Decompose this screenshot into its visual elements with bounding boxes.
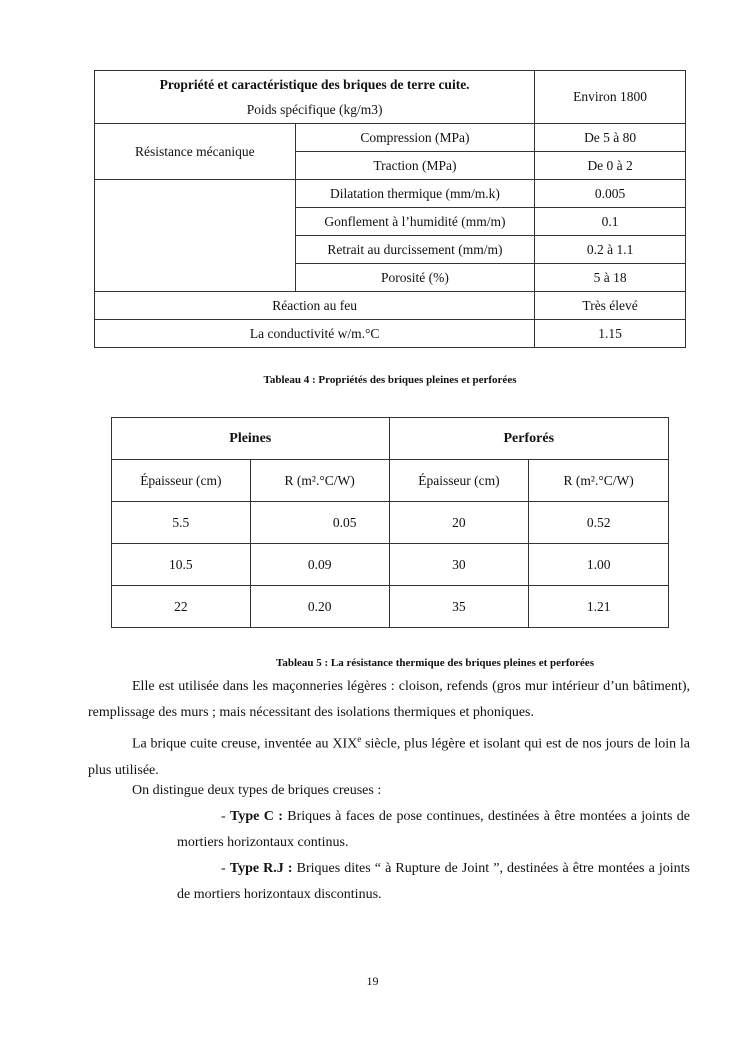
paragraph-types-intro: On distingue deux types de briques creuses :	[132, 783, 382, 798]
traction-value: De 0 à 2	[535, 152, 686, 180]
table-row	[95, 292, 686, 320]
table4-caption: Tableau 4 : Propriétés des briques pleines et perforées	[263, 374, 517, 386]
header-cell	[95, 71, 535, 124]
specific-weight-value: Environ 1800	[535, 71, 686, 124]
list-item	[177, 856, 690, 908]
type-rj-label: Type R.J :	[229, 861, 293, 876]
table-cell: 0.52	[529, 502, 669, 544]
dilatation-value: 0.005	[535, 180, 686, 208]
superscript: e	[357, 734, 362, 744]
type-c-text: Briques à faces de pose continues, destinées à être montées a joints de mortiers horizontaux continus.	[177, 809, 690, 850]
porosite-label: Porosité (%)	[295, 264, 535, 292]
specific-weight-label: Poids spécifique (kg/m3)	[246, 101, 383, 117]
resistance-label: Résistance mécanique	[95, 124, 296, 180]
table5-caption: Tableau 5 : La résistance thermique des briques pleines et perforées	[276, 657, 594, 669]
compression-label: Compression (MPa)	[295, 124, 535, 152]
properties-table	[94, 70, 686, 348]
table-row	[112, 544, 669, 586]
col-r-perfores: R (m².°C/W)	[529, 460, 669, 502]
table-row	[95, 71, 686, 124]
bullet-dash: -	[221, 809, 231, 824]
table-cell: 35	[389, 586, 529, 628]
conductivite-value: 1.15	[535, 320, 686, 348]
thermal-resistance-table	[111, 417, 669, 628]
group-perfores: Perforés	[389, 418, 668, 460]
paragraph-text: siècle, plus légère et isolant qui est de nos jours de loin la plus utilisée.	[88, 736, 690, 778]
group-pleines: Pleines	[112, 418, 390, 460]
table-row	[95, 320, 686, 348]
table-cell: 0.20	[250, 586, 389, 628]
dilatation-label: Dilatation thermique (mm/m.k)	[295, 180, 535, 208]
bullet-dash: -	[221, 861, 230, 876]
col-epaisseur-pleines: Épaisseur (cm)	[112, 460, 251, 502]
porosite-value: 5 à 18	[535, 264, 686, 292]
conductivite-label: La conductivité w/m.°C	[95, 320, 535, 348]
list-item	[177, 804, 690, 856]
page-number: 19	[366, 974, 379, 988]
table-cell: 30	[389, 544, 529, 586]
feu-label: Réaction au feu	[95, 292, 535, 320]
table-cell: 5.5	[112, 502, 251, 544]
table-cell: 20	[389, 502, 529, 544]
table-row	[95, 124, 686, 152]
col-r-pleines: R (m².°C/W)	[250, 460, 389, 502]
paragraph-text: La brique cuite creuse, inventée au XIX	[132, 736, 358, 752]
table-cell: 10.5	[112, 544, 251, 586]
compression-value: De 5 à 80	[535, 124, 686, 152]
feu-value: Très élevé	[535, 292, 686, 320]
type-c-label: Type C :	[230, 809, 283, 824]
traction-label: Traction (MPa)	[295, 152, 535, 180]
table-title: Propriété et caractéristique des briques de terre cuite.	[159, 76, 470, 92]
retrait-label: Retrait au durcissement (mm/m)	[295, 236, 535, 264]
col-epaisseur-perfores: Épaisseur (cm)	[389, 460, 529, 502]
table-subheader-row	[112, 460, 669, 502]
table-cell: 22	[112, 586, 251, 628]
gonflement-value: 0.1	[535, 208, 686, 236]
table-cell: 0.09	[250, 544, 389, 586]
type-rj-text: Briques dites “ à Rupture de Joint ”, destinées à être montées a joints de mortiers horizontaux discontinus.	[177, 861, 690, 902]
table-cell: 0.05	[250, 502, 389, 544]
table-header-row	[112, 418, 669, 460]
table-row	[95, 180, 686, 208]
table-row	[112, 502, 669, 544]
gonflement-label: Gonflement à l’humidité (mm/m)	[295, 208, 535, 236]
retrait-value: 0.2 à 1.1	[535, 236, 686, 264]
table-cell: 1.21	[529, 586, 669, 628]
paragraph-usage: Elle est utilisée dans les maçonneries légères : cloison, refends (gros mur intérieur d’un bâtiment), remplissage des murs ; mais nécessitant des isolations thermiques et phoniques.	[88, 679, 690, 720]
table-cell: 1.00	[529, 544, 669, 586]
paragraph-hollow-brick	[88, 726, 690, 784]
table-row	[112, 586, 669, 628]
empty-cell	[95, 180, 296, 292]
